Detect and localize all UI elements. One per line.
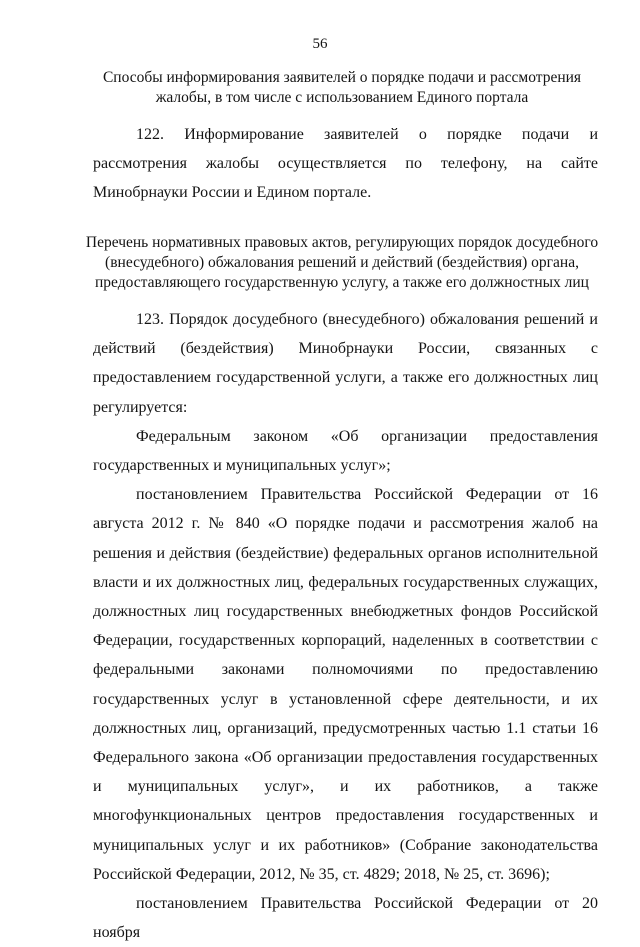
heading-line: (внесудебного) обжалования решений и действий (бездействия) органа, (105, 254, 579, 271)
paragraph-123: 123. Порядок досудебного (внесудебного) обжалования решений и действий (бездействия) Минобрнауки России, связанных с предоставлением государственной услуги, а также его должностных лиц регулируется: (93, 311, 598, 416)
section-heading-informing (80, 68, 604, 108)
heading-line: жалобы, в том числе с использованием Единого портала (155, 89, 529, 106)
heading-line: Перечень нормативных правовых актов, регулирующих порядок досудебного (85, 234, 599, 251)
list-item-decree-november: постановлением Правительства Российской Федерации от 20 ноября (93, 895, 598, 942)
heading-line: предоставляющего государственную услугу, а также его должностных лиц (95, 274, 589, 291)
list-item-federal-law: Федеральным законом «Об организации предоставления государственных и муниципальных услуг»; (93, 427, 598, 475)
paragraph-122: 122. Информирование заявителей о порядке подачи и рассмотрения жалобы осуществляется по телефону, на сайте Минобрнауки России и Едином портале. (93, 126, 598, 202)
heading-line: Способы информирования заявителей о порядке подачи и рассмотрения (102, 69, 582, 86)
page-number: 56 (312, 36, 328, 52)
section-body-legal-acts (93, 305, 598, 947)
section-heading-legal-acts (80, 233, 604, 293)
list-item-decree-840: постановлением Правительства Российской Федерации от 16 августа 2012 г. № 840 «О порядке подачи и рассмотрения жалоб на решения и действия (бездействие) федеральных органов исполнительной власти и их должностных лиц, федеральных государственных служащих, должностных лиц государственных внебюджетных фондов Российской Федерации, государственных корпораций, наделенных в соответствии с федеральными законами полномочиями по предоставлению государственных услуг в установленной сфере деятельности, и их должностных лиц, организаций, предусмотренных частью 1.1 статьи 16 Федерального закона «Об организации предоставления государственных и муниципальных услуг», и их работников, а также многофункциональных центров предоставления государственных и муниципальных услуг и их работников» (Собрание законодательства Российской Федерации, 2012, № 35, ст. 4829; 2018, № 25, ст. 3696); (93, 486, 598, 883)
section-body-informing (93, 120, 598, 208)
